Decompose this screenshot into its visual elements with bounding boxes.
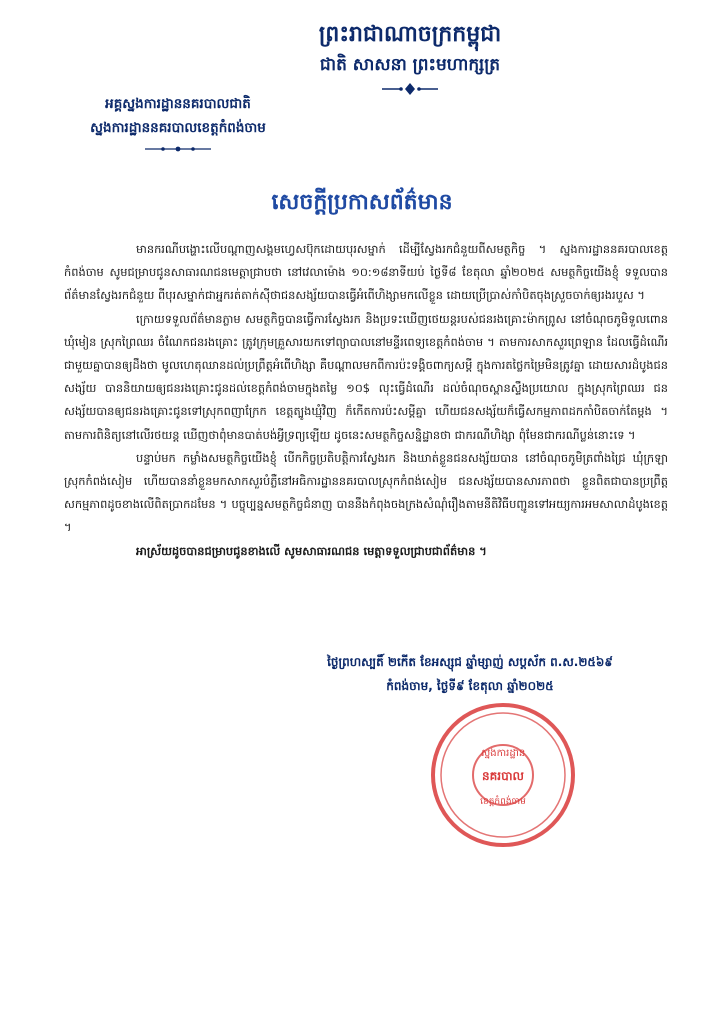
ornament-icon: [143, 144, 213, 154]
provincial-office-name: ស្នងការដ្ឋាននគរបាលខេត្តកំពង់ចាម: [90, 120, 266, 136]
ornament-icon: [380, 82, 440, 96]
ministry-header: [58, 92, 298, 154]
solar-date: កំពង់ចាម, ថ្ងៃទី៩ ខែតុលា ឆ្នាំ២០២៥: [386, 679, 554, 693]
paragraph-1: មានករណីបង្ហោះលើបណ្តាញសង្គមហ្វេសប៊ុកដោយបុរសម្នាក់ ដើម្បីស្វែងរកជំនួយពីសមត្ថកិច្ច ។ ស្នងការដ្ឋាននគរបាលខេត្តកំពង់ចាម សូមជម្រាបជូនសាធារណជនមេត្តាជ្រាបថា នៅវេលាម៉ោង ១០:១៨នាទីយប់ ថ្ងៃទី៨ ខែតុលា ឆ្នាំ២០២៥ សមត្ថកិច្ចយើងខ្ញុំ ទទួលបានព័ត៌មានស្វែងរកជំនួយ ពីបុរសម្នាក់ជាអ្នករត់តាក់ស៊ីថាជនសង្ស័យបានធ្វើអំពើហិង្សាមកលើខ្លួន ដោយប្រើប្រាស់កាំបិតចុងស្រួចចាក់ឲ្យរងរបួស ។: [64, 242, 668, 303]
date-block: [270, 650, 670, 698]
official-seal: [428, 700, 578, 850]
document-body: [64, 238, 668, 563]
seal-top-text: ស្នងការដ្ឋាន: [480, 748, 526, 759]
seal-middle-text: នគរបាល: [482, 769, 524, 783]
lunar-date: ថ្ងៃព្រហស្បតិ៍ ២កើត ខែអស្សុជ ឆ្នាំម្សាញ់ សប្តស័ក ព.ស.២៥៦៩: [327, 655, 613, 669]
kingdom-header: [250, 20, 570, 96]
national-motto: ជាតិ សាសនា ព្រះមហាក្សត្រ: [319, 55, 501, 75]
seal-bottom-text: ខេត្តកំពង់ចាម: [480, 797, 526, 807]
closing-statement: អាស្រ័យដូចបានជម្រាបជូនខាងលើ សូមសាធារណជន មេត្តាទទួលជ្រាបជាព័ត៌មាន ។: [136, 543, 487, 558]
paragraph-3: បន្ទាប់មក កម្លាំងសមត្ថកិច្ចយើងខ្ញុំ បើកកិច្ចប្រតិបត្តិការស្វែងរក និងឃាត់ខ្លួនជនសង្ស័យបាន នៅចំណុចភូមិត្រពាំងជ្រៃ ឃុំក្រឡា ស្រុកកំពង់សៀម ហើយបាននាំខ្លួនមកសាកសួរបំភ្លឺនៅអធិការដ្ឋាននគរបាលស្រុកកំពង់សៀម ជនសង្ស័យបានសារភាពថា ខ្លួនពិតជាបានប្រព្រឹត្តសកម្មភាពដូចខាងលើពិតប្រាកដមែន ។ បច្ចុប្បន្នសមត្ថកិច្ចជំនាញ បាននឹងកំពុងចងក្រងសំណុំរឿងតាមនីតិវិធីបញ្ជូនទៅអយ្យការអមសាលាដំបូងខេត្ត ។: [64, 450, 668, 535]
kingdom-title: ព្រះរាជាណាចក្រកម្ពុជា: [318, 22, 502, 47]
paragraph-2: ក្រោយទទួលព័ត៌មានភ្លាម សមត្ថកិច្ចបានធ្វើការស្វែងរក និងប្រទះឃើញថេយន្តរបស់ជនរងគ្រោះម៉ាកព្រូស នៅចំណុចភូមិទួលពោន ឃុំមៀន ស្រុកព្រៃឈរ ចំណែកជនរងគ្រោះ ត្រូវក្រុមគ្រួសារយកទៅព្យាបាលនៅមន្ទីរពេទ្យខេត្តកំពង់ចាម ។ តាមការសាកសួរព្រេឡាន ដែលធ្វើដំណើរជាមួយគ្នាបានឲ្យដឹងថា មូលហេតុឈានដល់ប្រព្រឹត្តអំពើហិង្សា គឺបណ្តាលមកពីការប៉ះទង្គិចពាក្យសម្តី ក្នុងការតថ្លៃកម្រៃមិនត្រូវគ្នា ដោយសារដំបូងជនសង្ស័យ បាននិយាយឲ្យជនរងគ្រោះជូនដល់ខេត្តកំពង់ចាមក្នុងតម្លៃ ១០$ លុះធ្វើដំណើរ ដល់ចំណុចស្ពានស្ទឹងប្រយោល ក្នុងស្រុកព្រៃឈរ ជនសង្ស័យបានឲ្យជនរងគ្រោះជូនទៅស្រុកពញាក្រែក ខេត្តត្បូងឃ្មុំវិញ ក៏កើតការប៉ះសម្តីគ្នា ហើយជនសង្ស័យក៏ធ្វើសកម្មភាពដកកាំបិតចាក់តែម្តង ។ តាមការពិនិត្យនៅលើរថយន្ត ឃើញថាពុំមានបាត់បង់អ្វីទ្រព្យឡើយ ដូចនេះសមត្ថកិច្ចសន្និដ្ឋានថា ជាករណីហិង្សា ពុំមែនជាករណីប្លន់នោះទេ ។: [64, 311, 668, 442]
document-title: សេចក្តីប្រកាសព័ត៌មាន: [271, 190, 453, 215]
ministry-name: អគ្គស្នងការដ្ឋាននគរបាលជាតិ: [105, 96, 251, 112]
